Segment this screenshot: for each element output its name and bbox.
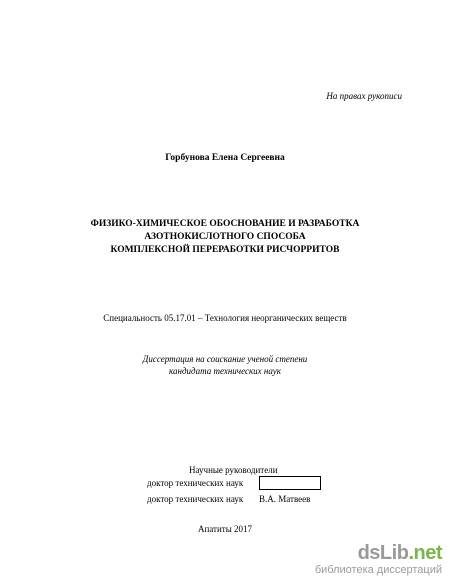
redacted-name-box	[259, 476, 321, 490]
degree-statement	[0, 353, 450, 377]
specialty-line: Специальность 05.17.01 – Технология неорганических веществ	[103, 313, 347, 323]
supervisor-name: В.А. Матвеев	[259, 494, 311, 504]
degree-line: Диссертация на соискание ученой степени	[142, 354, 308, 364]
title-line: ФИЗИКО-ХИМИЧЕСКОЕ ОБОСНОВАНИЕ И РАЗРАБОТКА	[90, 219, 360, 229]
supervisor-row	[147, 494, 310, 504]
watermark-subtitle: библиотека диссертаций	[314, 564, 442, 576]
watermark-brand	[315, 542, 442, 564]
city-year: Апатиты 2017	[197, 524, 253, 534]
title-line: КОМПЛЕКСНОЙ ПЕРЕРАБОТКИ РИСЧОРРИТОВ	[110, 245, 340, 255]
supervisor-degree: доктор технических наук	[147, 494, 244, 504]
title-line: АЗОТНОКИСЛОТНОГО СПОСОБА	[144, 232, 306, 242]
supervisors-heading: Научные руководители	[189, 465, 278, 475]
dslib-watermark	[315, 542, 442, 576]
watermark-brand-main: dsLib	[357, 542, 409, 564]
supervisor-row	[147, 478, 321, 490]
author-name: Горбунова Елена Сергеевна	[165, 153, 285, 163]
supervisor-degree: доктор технических наук	[147, 478, 244, 489]
degree-line: кандидата технических наук	[169, 366, 281, 376]
watermark-brand-tld: .net	[408, 542, 442, 564]
dissertation-title	[0, 218, 450, 257]
manuscript-rights-note: На правах рукописи	[326, 91, 402, 101]
